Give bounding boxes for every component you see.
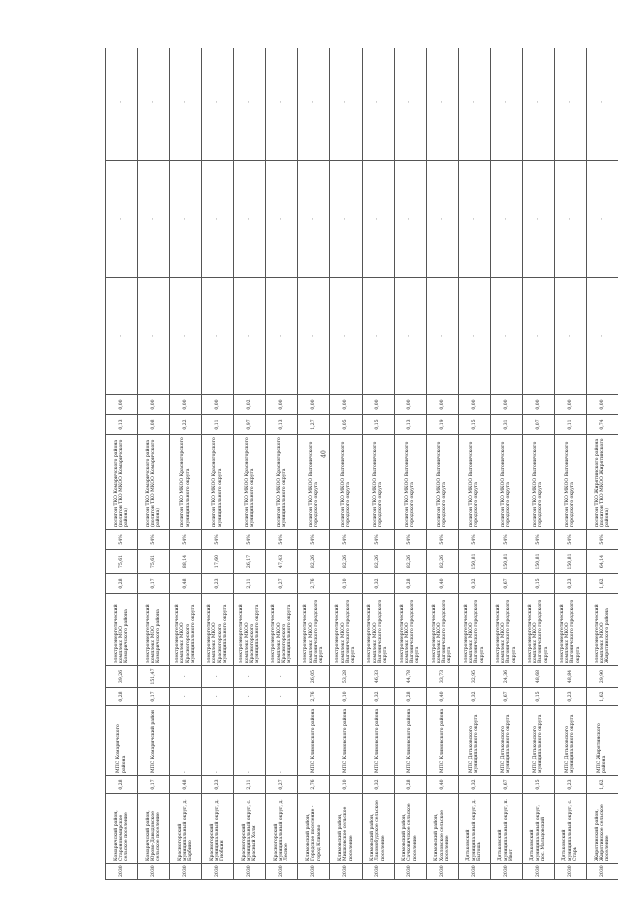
value-cell: - bbox=[234, 688, 266, 706]
value-cell: 0,17 bbox=[138, 776, 170, 794]
value-cell: 0,02 bbox=[234, 395, 266, 415]
empty-cell: - bbox=[266, 278, 298, 395]
value-cell: - bbox=[234, 666, 266, 688]
value-cell: 0,00 bbox=[202, 395, 234, 415]
value-cell: 0,48 bbox=[170, 574, 202, 594]
value-cell: 0,15 bbox=[522, 776, 554, 794]
value-cell: 0,15 bbox=[458, 415, 490, 435]
value-cell: 0,40 bbox=[426, 688, 458, 706]
territory-cell: Климовский район, Городское поселение - город Климово bbox=[298, 794, 330, 864]
value-cell: 0,00 bbox=[298, 395, 330, 415]
empty-cell: - bbox=[522, 278, 554, 395]
value-cell: 0,10 bbox=[330, 776, 362, 794]
value-cell: 0,23 bbox=[554, 776, 586, 794]
table-row bbox=[554, 48, 586, 880]
operator-cell: МПС Климовского района bbox=[330, 706, 362, 776]
value-cell: 0,00 bbox=[362, 395, 394, 415]
value-cell: 0,00 bbox=[394, 395, 426, 415]
percent-cell: 54% bbox=[234, 530, 266, 550]
landfill-cell: полигон ТКО МКОО Выгоничского городского округа bbox=[362, 435, 394, 530]
operator-cell: - bbox=[234, 706, 266, 776]
empty-cell: - bbox=[522, 161, 554, 278]
landfill-cell: полигон ТКО МКОО Выгоничского городского округа bbox=[394, 435, 426, 530]
empty-cell: - bbox=[554, 278, 586, 395]
value-cell: 0,19 bbox=[426, 415, 458, 435]
value-cell: 0,40 bbox=[426, 776, 458, 794]
percent-cell: 54% bbox=[394, 530, 426, 550]
landfill-cell: полигон ТКО МКОО Красногорского муниципального округа bbox=[202, 435, 234, 530]
territory-cell: Красногорский муниципальный округ, д. Барбино bbox=[170, 794, 202, 864]
operator-cell: МПС Климовского района bbox=[298, 706, 330, 776]
table-row bbox=[202, 48, 234, 880]
table-row bbox=[458, 48, 490, 880]
percent-cell: 54% bbox=[298, 530, 330, 550]
complex-cell: электроэнергетический комплекс МКОО Выгоничского городского округа bbox=[394, 594, 426, 666]
value-cell: 44,78 bbox=[394, 666, 426, 688]
value-cell: 0,05 bbox=[330, 415, 362, 435]
year-cell: 2030 bbox=[586, 864, 618, 880]
year-cell: 2030 bbox=[522, 864, 554, 880]
empty-cell: - bbox=[394, 278, 426, 395]
operator-cell: МПС Дятьковского муниципального округа bbox=[554, 706, 586, 776]
territory-cell: Красногорский муниципальный округ, с. Красный Холм bbox=[234, 794, 266, 864]
value-cell: 0,32 bbox=[458, 776, 490, 794]
value-cell: 0,28 bbox=[106, 776, 138, 794]
value-cell: 0,13 bbox=[394, 415, 426, 435]
table-row bbox=[362, 48, 394, 880]
empty-cell: - bbox=[234, 48, 266, 161]
value-cell: 1,27 bbox=[298, 415, 330, 435]
empty-cell: - bbox=[362, 161, 394, 278]
percent-cell: 54% bbox=[522, 530, 554, 550]
empty-cell: - bbox=[458, 278, 490, 395]
percent-cell: 54% bbox=[554, 530, 586, 550]
table-viewport bbox=[105, 48, 618, 880]
value-cell: 0,27 bbox=[266, 574, 298, 594]
value-cell: 0,07 bbox=[522, 415, 554, 435]
percent-cell: 54% bbox=[106, 530, 138, 550]
value-cell: 0,00 bbox=[138, 395, 170, 415]
percent-cell: 54% bbox=[170, 530, 202, 550]
year-cell: 2030 bbox=[362, 864, 394, 880]
value-cell: 26,05 bbox=[298, 666, 330, 688]
year-cell: 2030 bbox=[106, 864, 138, 880]
value-cell: 0,32 bbox=[362, 776, 394, 794]
complex-cell: электроэнергетический комплекс МКОО Выгоничского городского округа bbox=[426, 594, 458, 666]
landfill-cell: полигон ТКО МКОО Выгоничского городского округа bbox=[522, 435, 554, 530]
value-cell: - bbox=[266, 666, 298, 688]
empty-cell: - bbox=[426, 48, 458, 161]
empty-cell: - bbox=[522, 48, 554, 161]
empty-cell: - bbox=[298, 48, 330, 161]
percent-cell: 54% bbox=[586, 530, 618, 550]
value-cell: 2,76 bbox=[298, 688, 330, 706]
year-cell: 2030 bbox=[458, 864, 490, 880]
table-row bbox=[330, 48, 362, 880]
table-row bbox=[234, 48, 266, 880]
landfill-cell: полигон ТКО МКОО Красногорского муниципального округа bbox=[170, 435, 202, 530]
landfill-cell: полигон ТКО МКОО Красногорского муниципального округа bbox=[234, 435, 266, 530]
year-cell: 2030 bbox=[426, 864, 458, 880]
value-cell: 0,23 bbox=[554, 688, 586, 706]
value-cell: 0,28 bbox=[394, 688, 426, 706]
empty-cell: - bbox=[202, 161, 234, 278]
value-cell: 2,76 bbox=[298, 776, 330, 794]
value-cell: - bbox=[170, 666, 202, 688]
complex-cell: электроэнергетический комплекс МКОО Выгоничского городского округа bbox=[330, 594, 362, 666]
landfill-cell: полигон ТКО МКОО Выгоничского городского округа bbox=[554, 435, 586, 530]
table-row bbox=[522, 48, 554, 880]
table-body bbox=[106, 48, 619, 880]
value-cell: 0,67 bbox=[490, 574, 522, 594]
value-cell: 64,14 bbox=[586, 550, 618, 574]
empty-cell: - bbox=[362, 48, 394, 161]
value-cell: 0,00 bbox=[266, 395, 298, 415]
value-cell: 0,00 bbox=[490, 395, 522, 415]
value-cell: 48,68 bbox=[522, 666, 554, 688]
operator-cell: МПС Климовского района bbox=[362, 706, 394, 776]
complex-cell: электроэнергетический комплекс МКОО Выгоничского городского округа bbox=[490, 594, 522, 666]
operator-cell: МПС Дятьковского муниципального округа bbox=[458, 706, 490, 776]
year-cell: 2030 bbox=[554, 864, 586, 880]
value-cell: 0,00 bbox=[522, 395, 554, 415]
value-cell: 0,67 bbox=[490, 776, 522, 794]
value-cell: 0,00 bbox=[458, 395, 490, 415]
value-cell: 0,23 bbox=[554, 574, 586, 594]
value-cell: 1,62 bbox=[586, 688, 618, 706]
landfill-cell: полигон ТКО МКОО Выгоничского городского округа bbox=[426, 435, 458, 530]
year-cell: 2030 bbox=[266, 864, 298, 880]
landfill-cell: полигон ТКО Жирятинского района (полигон ТКО МКОО Жирятинского района) bbox=[586, 435, 618, 530]
value-cell: 0,10 bbox=[330, 688, 362, 706]
value-cell: 0,17 bbox=[138, 688, 170, 706]
complex-cell: электроэнергетический комплекс МКОО Красногорского муниципального округа bbox=[170, 594, 202, 666]
value-cell: 82,26 bbox=[394, 550, 426, 574]
empty-cell: - bbox=[138, 161, 170, 278]
value-cell: 0,23 bbox=[202, 776, 234, 794]
value-cell: 0,15 bbox=[522, 574, 554, 594]
operator-cell: - bbox=[202, 706, 234, 776]
empty-cell: - bbox=[170, 48, 202, 161]
operator-cell: МПС Комаричский район bbox=[138, 706, 170, 776]
operator-cell: МПС Климовского района bbox=[426, 706, 458, 776]
value-cell: 0,22 bbox=[170, 415, 202, 435]
operator-cell: - bbox=[266, 706, 298, 776]
value-cell: 0,17 bbox=[138, 574, 170, 594]
empty-cell: - bbox=[106, 161, 138, 278]
territory-cell: Жирятинский район, Жирятинское сельское поселение bbox=[586, 794, 618, 864]
year-cell: 2030 bbox=[298, 864, 330, 880]
empty-cell: - bbox=[586, 278, 618, 395]
value-cell: 0,00 bbox=[106, 395, 138, 415]
empty-cell: - bbox=[202, 278, 234, 395]
year-cell: 2030 bbox=[202, 864, 234, 880]
empty-cell: - bbox=[266, 161, 298, 278]
year-cell: 2030 bbox=[234, 864, 266, 880]
empty-cell: - bbox=[170, 278, 202, 395]
empty-cell: - bbox=[394, 161, 426, 278]
territory-cell: Дятьковский муниципальный округ, п. Ивот bbox=[490, 794, 522, 864]
table-row bbox=[394, 48, 426, 880]
value-cell: 150,81 bbox=[522, 550, 554, 574]
territory-cell: Климовский район, Сачковичское сельское поселение bbox=[394, 794, 426, 864]
complex-cell: электроэнергетический комплекс МКОО Красногорского муниципального округа bbox=[266, 594, 298, 666]
empty-cell: - bbox=[490, 48, 522, 161]
table-row bbox=[586, 48, 618, 880]
empty-cell: - bbox=[202, 48, 234, 161]
value-cell: 26,17 bbox=[234, 550, 266, 574]
complex-cell: электроэнергетический комплекс МОО Комаричского района bbox=[106, 594, 138, 666]
empty-cell: - bbox=[298, 161, 330, 278]
landfill-cell: полигон ТКО МКОО Выгоничского городского округа bbox=[458, 435, 490, 530]
operator-cell: - bbox=[170, 706, 202, 776]
table-row bbox=[266, 48, 298, 880]
empty-cell: - bbox=[554, 161, 586, 278]
value-cell: 0,28 bbox=[394, 574, 426, 594]
empty-cell: - bbox=[362, 278, 394, 395]
value-cell: 0,15 bbox=[362, 415, 394, 435]
territory-cell: Дятьковский муниципальный округ, д. Бытошь bbox=[458, 794, 490, 864]
complex-cell: электроэнергетический комплекс МКОО Выгоничского городского округа bbox=[554, 594, 586, 666]
data-table bbox=[105, 48, 618, 880]
value-cell: 82,26 bbox=[426, 550, 458, 574]
percent-cell: 54% bbox=[490, 530, 522, 550]
empty-cell: - bbox=[330, 278, 362, 395]
landfill-cell: полигон ТКО МКОО Выгоничского городского округа bbox=[330, 435, 362, 530]
percent-cell: 54% bbox=[330, 530, 362, 550]
value-cell: 0,10 bbox=[330, 574, 362, 594]
territory-cell: Климовский район, Мишковское сельское поселение bbox=[330, 794, 362, 864]
value-cell: 0,27 bbox=[266, 776, 298, 794]
empty-cell: - bbox=[554, 48, 586, 161]
value-cell: 0,08 bbox=[138, 415, 170, 435]
empty-cell: - bbox=[330, 48, 362, 161]
territory-cell: Климовский район, Лакомобудское сельское поселение bbox=[362, 794, 394, 864]
empty-cell: - bbox=[458, 161, 490, 278]
value-cell: 0,00 bbox=[426, 395, 458, 415]
value-cell: 17,60 bbox=[202, 550, 234, 574]
percent-cell: 54% bbox=[202, 530, 234, 550]
value-cell: 0,00 bbox=[586, 395, 618, 415]
value-cell: 1,62 bbox=[586, 574, 618, 594]
value-cell: 0,97 bbox=[234, 415, 266, 435]
value-cell: 0,15 bbox=[522, 688, 554, 706]
empty-cell: - bbox=[138, 278, 170, 395]
value-cell: 33,73 bbox=[426, 666, 458, 688]
landfill-cell: полигон ТКО Комаричского района (полигон ТКО МКОО Комаричского района) bbox=[138, 435, 170, 530]
value-cell: 1,62 bbox=[586, 776, 618, 794]
value-cell: 0,28 bbox=[106, 574, 138, 594]
complex-cell: электроэнергетический комплекс МОО Комаричского района bbox=[138, 594, 170, 666]
value-cell: 48,84 bbox=[554, 666, 586, 688]
empty-cell: - bbox=[586, 48, 618, 161]
year-cell: 2030 bbox=[490, 864, 522, 880]
value-cell: 150,81 bbox=[458, 550, 490, 574]
value-cell: 0,74 bbox=[586, 415, 618, 435]
empty-cell: - bbox=[330, 161, 362, 278]
empty-cell: - bbox=[138, 48, 170, 161]
complex-cell: электроэнергетический комплекс МКОО Выгоничского городского округа bbox=[298, 594, 330, 666]
operator-cell: МПС Дятьковского муниципального округа bbox=[490, 706, 522, 776]
complex-cell: электроэнергетический комплекс МКОО Красногорского муниципального округа bbox=[202, 594, 234, 666]
value-cell: 39,26 bbox=[106, 666, 138, 688]
value-cell: 0,32 bbox=[458, 574, 490, 594]
table-row bbox=[490, 48, 522, 880]
value-cell: 2,76 bbox=[298, 574, 330, 594]
territory-cell: Климовский район, Хохловское сельское поселение bbox=[426, 794, 458, 864]
year-cell: 2030 bbox=[170, 864, 202, 880]
value-cell: 0,32 bbox=[458, 688, 490, 706]
empty-cell: - bbox=[490, 278, 522, 395]
value-cell: 82,26 bbox=[298, 550, 330, 574]
table-row bbox=[138, 48, 170, 880]
empty-cell: - bbox=[586, 161, 618, 278]
percent-cell: 54% bbox=[426, 530, 458, 550]
value-cell: 82,26 bbox=[362, 550, 394, 574]
percent-cell: 54% bbox=[138, 530, 170, 550]
table-row bbox=[298, 48, 330, 880]
empty-cell: - bbox=[458, 48, 490, 161]
territory-cell: Красногорский муниципальный округ, д. Гнобкин bbox=[202, 794, 234, 864]
value-cell: 0,13 bbox=[266, 415, 298, 435]
empty-cell: - bbox=[106, 48, 138, 161]
value-cell: 0,40 bbox=[426, 574, 458, 594]
value-cell: 32,95 bbox=[458, 666, 490, 688]
year-cell: 2030 bbox=[138, 864, 170, 880]
value-cell: 88,14 bbox=[170, 550, 202, 574]
value-cell: 24,36 bbox=[490, 666, 522, 688]
territory-cell: Дятьковский муниципальный округ, пос. Мальцовский bbox=[522, 794, 554, 864]
operator-cell: МПС Комаричского района bbox=[106, 706, 138, 776]
empty-cell: - bbox=[394, 48, 426, 161]
landfill-cell: полигон ТКО МКОО Красногорского муниципального округа bbox=[266, 435, 298, 530]
value-cell: 2,11 bbox=[234, 776, 266, 794]
empty-cell: - bbox=[170, 161, 202, 278]
value-cell: - bbox=[202, 688, 234, 706]
value-cell: - bbox=[170, 688, 202, 706]
empty-cell: - bbox=[234, 161, 266, 278]
complex-cell: электроэнергетический комплекс МКОО Красногорского муниципального округа bbox=[234, 594, 266, 666]
empty-cell: - bbox=[106, 278, 138, 395]
value-cell: 53,28 bbox=[330, 666, 362, 688]
operator-cell: МПС Дятьковского муниципального округа bbox=[522, 706, 554, 776]
landfill-cell: полигон ТКО МКОО Выгоничского городского округа bbox=[490, 435, 522, 530]
complex-cell: электроэнергетический комплекс МКОО Выгоничского городского округа bbox=[522, 594, 554, 666]
value-cell: 0,11 bbox=[202, 415, 234, 435]
territory-cell: Комаричский район, Юрово-Давыдовское сельское поселение bbox=[138, 794, 170, 864]
empty-cell: - bbox=[266, 48, 298, 161]
value-cell: 0,28 bbox=[394, 776, 426, 794]
value-cell: 0,48 bbox=[170, 776, 202, 794]
value-cell: 150,81 bbox=[554, 550, 586, 574]
percent-cell: 54% bbox=[458, 530, 490, 550]
value-cell: 46,33 bbox=[362, 666, 394, 688]
territory-cell: Дятьковский муниципальный округ, с. Старь bbox=[554, 794, 586, 864]
table-row bbox=[106, 48, 138, 880]
value-cell: 0,31 bbox=[490, 415, 522, 435]
value-cell: 2,11 bbox=[234, 574, 266, 594]
value-cell: 0,28 bbox=[106, 688, 138, 706]
value-cell: 75,61 bbox=[106, 550, 138, 574]
value-cell: 75,61 bbox=[138, 550, 170, 574]
value-cell: 0,00 bbox=[330, 395, 362, 415]
value-cell: 0,00 bbox=[554, 395, 586, 415]
value-cell: 0,32 bbox=[362, 574, 394, 594]
value-cell: 0,11 bbox=[554, 415, 586, 435]
value-cell: 82,26 bbox=[330, 550, 362, 574]
empty-cell: - bbox=[426, 161, 458, 278]
empty-cell: - bbox=[298, 278, 330, 395]
value-cell: 0,32 bbox=[362, 688, 394, 706]
value-cell: - bbox=[202, 666, 234, 688]
percent-cell: 54% bbox=[362, 530, 394, 550]
value-cell: - bbox=[266, 688, 298, 706]
value-cell: 151,47 bbox=[138, 666, 170, 688]
year-cell: 2030 bbox=[330, 864, 362, 880]
landfill-cell: полигон ТКО МКОО Выгоничского городского округа bbox=[298, 435, 330, 530]
value-cell: 0,23 bbox=[202, 574, 234, 594]
value-cell: 0,67 bbox=[490, 688, 522, 706]
table-row bbox=[426, 48, 458, 880]
value-cell: 29,90 bbox=[586, 666, 618, 688]
empty-cell: - bbox=[490, 161, 522, 278]
territory-cell: Красногорский муниципальный округ, д. Лесное bbox=[266, 794, 298, 864]
operator-cell: МПС Жирятинского района bbox=[586, 706, 618, 776]
page-number: 40 bbox=[320, 450, 328, 458]
complex-cell: электроэнергетический комплекс МКОО Выгоничского городского округа bbox=[458, 594, 490, 666]
empty-cell: - bbox=[426, 278, 458, 395]
value-cell: 47,43 bbox=[266, 550, 298, 574]
year-cell: 2030 bbox=[394, 864, 426, 880]
percent-cell: 54% bbox=[266, 530, 298, 550]
table-row bbox=[170, 48, 202, 880]
value-cell: 0,13 bbox=[106, 415, 138, 435]
empty-cell: - bbox=[234, 278, 266, 395]
landfill-cell: полигон ТКО Комаричского района (полигон ТКО МКОО Комаричского района) bbox=[106, 435, 138, 530]
operator-cell: МПС Климовского района bbox=[394, 706, 426, 776]
value-cell: 0,00 bbox=[170, 395, 202, 415]
value-cell: 150,81 bbox=[490, 550, 522, 574]
complex-cell: электроэнергетический комплекс МКОО Жирятинского района bbox=[586, 594, 618, 666]
complex-cell: электроэнергетический комплекс МКОО Выгоничского городского округа bbox=[362, 594, 394, 666]
territory-cell: Комаричский район, Староновомирское сельское поселение bbox=[106, 794, 138, 864]
